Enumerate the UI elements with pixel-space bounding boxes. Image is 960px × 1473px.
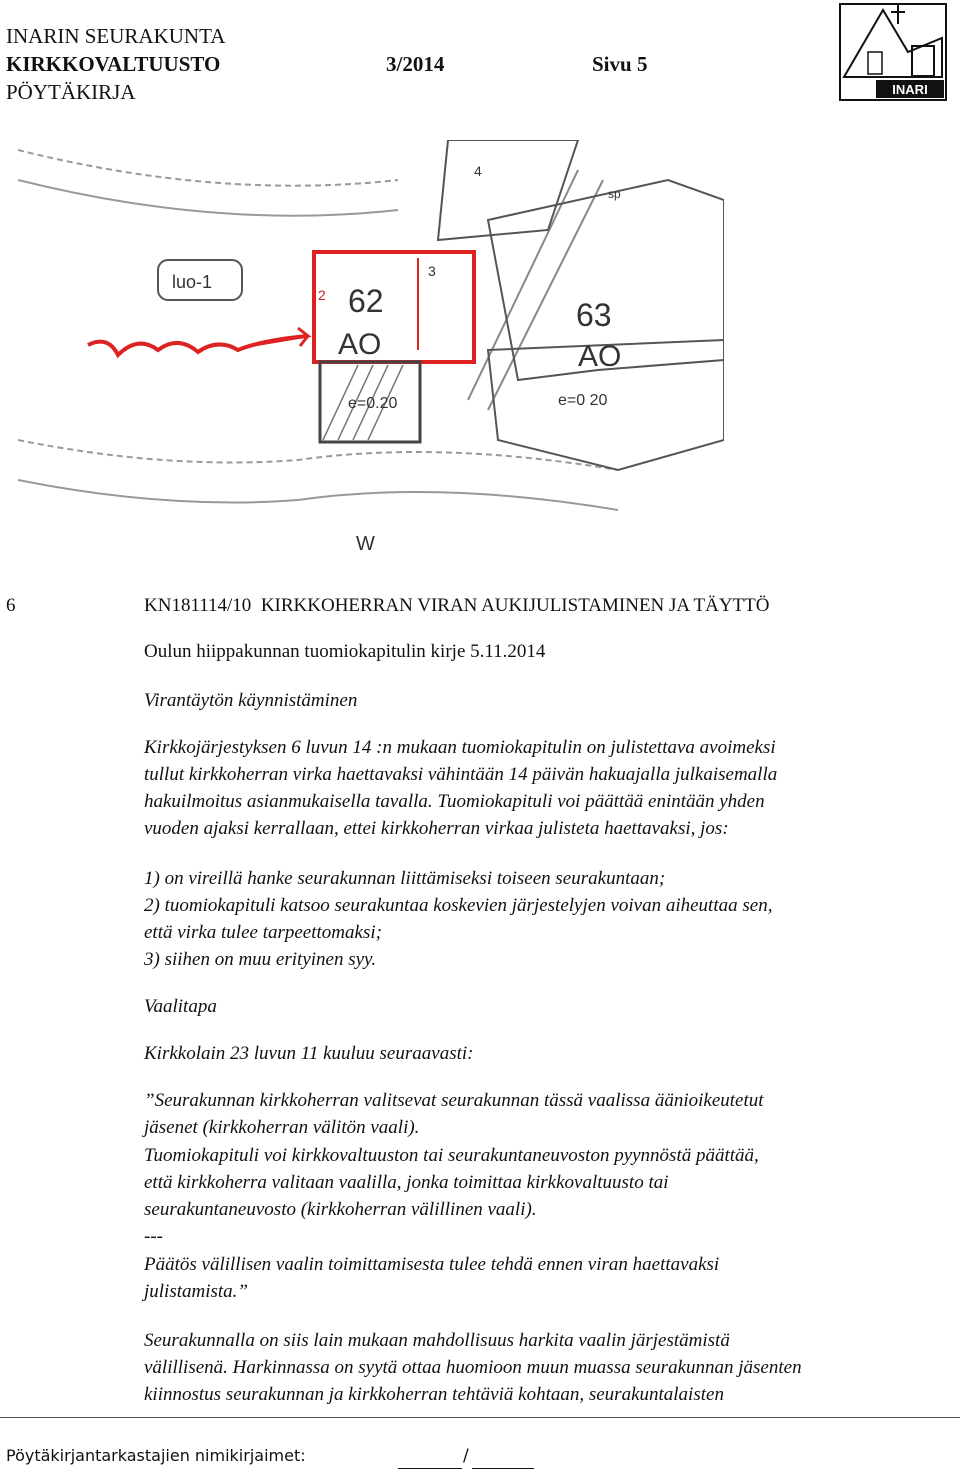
map-label: 4 xyxy=(474,163,482,179)
text-line: tullut kirkkoherran virka haettavaksi vähintään 14 päivän hakuajalla julkaisemalla xyxy=(144,764,778,785)
text-line: välillisenä. Harkinnassa on syytä ottaa huomioon muun muassa seurakunnan jäsenten xyxy=(144,1357,802,1378)
footer-divider xyxy=(0,1417,960,1418)
text-line: vuoden ajaksi kerrallaan, ettei kirkkoherran virkaa julisteta haettavaksi, jos: xyxy=(144,818,729,839)
map-label: sp xyxy=(608,187,621,201)
list-item: 2) tuomiokapituli katsoo seurakuntaa koskevien järjestelyjen voivan aiheuttaa sen, xyxy=(144,895,773,916)
quote-line: julistamista.” xyxy=(144,1281,248,1302)
header-page: Sivu 5 xyxy=(592,52,648,76)
header-body-name: KIRKKOVALTUUSTO xyxy=(6,52,221,76)
map-label: 63 xyxy=(576,297,612,333)
header-issue: 3/2014 xyxy=(386,52,445,76)
quote-line: --- xyxy=(144,1226,163,1247)
signature-line-1[interactable] xyxy=(398,1468,462,1469)
footer-slash: / xyxy=(463,1446,469,1466)
map-label: AO xyxy=(338,328,382,361)
signature-line-2[interactable] xyxy=(472,1468,534,1469)
quote-line: ”Seurakunnan kirkkoherran valitsevat seurakunnan tässä vaalissa äänioikeutetut xyxy=(144,1090,764,1111)
map-label: luo-1 xyxy=(172,272,213,292)
map-label: e=0.20 xyxy=(348,395,398,412)
text-line: Kirkkojärjestyksen 6 luvun 14 :n mukaan tuomiokapitulin on julistettava avoimeksi xyxy=(144,737,776,758)
subheading-vaalitapa: Vaalitapa xyxy=(144,996,217,1017)
quote-line: seurakuntaneuvosto (kirkkoherran välillinen vaali). xyxy=(144,1199,537,1220)
quote-line: että kirkkoherra valitaan vaalilla, jonka toimittaa kirkkovaltuusto tai xyxy=(144,1172,669,1193)
map-label: W xyxy=(356,533,375,552)
header-doc-type: PÖYTÄKIRJA xyxy=(6,80,136,104)
text-line: kiinnostus seurakunnan ja kirkkoherran tehtäviä kohtaan, seurakuntalaisten xyxy=(144,1384,724,1405)
text-line: hakuilmoitus asianmukaisella tavalla. Tuomiokapituli voi päättää enintään yhden xyxy=(144,791,765,812)
text-line: Seurakunnalla on siis lain mukaan mahdollisuus harkita vaalin järjestämistä xyxy=(144,1330,730,1351)
quote-line: jäsenet (kirkkoherran välitön vaali). xyxy=(144,1117,420,1138)
header-org: INARIN SEURAKUNTA xyxy=(6,24,226,48)
church-logo-icon xyxy=(838,2,948,102)
subheading-virantaytto: Virantäytön käynnistäminen xyxy=(144,690,358,711)
logo-text: INARI xyxy=(892,82,928,97)
footer-signature-label: Pöytäkirjantarkastajien nimikirjaimet: xyxy=(6,1446,306,1465)
list-item: 3) siihen on muu erityinen syy. xyxy=(144,949,377,970)
zoning-map-image xyxy=(18,140,724,552)
list-item: 1) on vireillä hanke seurakunnan liittämiseksi toiseen seurakuntaan; xyxy=(144,868,666,889)
section-code: KN181114/10 xyxy=(144,595,252,616)
map-label: 62 xyxy=(348,283,384,319)
law-reference: Kirkkolain 23 luvun 11 kuuluu seuraavasti: xyxy=(144,1043,474,1064)
map-label: 3 xyxy=(428,263,436,279)
section-title xyxy=(144,595,769,617)
section-reference: Oulun hiippakunnan tuomiokapitulin kirje 5.11.2014 xyxy=(144,641,546,662)
map-label: AO xyxy=(578,340,622,373)
section-heading: KIRKKOHERRAN VIRAN AUKIJULISTAMINEN JA TÄYTTÖ xyxy=(260,595,770,616)
list-item: että virka tulee tarpeettomaksi; xyxy=(144,922,382,943)
quote-line: Tuomiokapituli voi kirkkovaltuuston tai seurakuntaneuvoston pyynnöstä päättää, xyxy=(144,1145,759,1166)
quote-line: Päätös välillisen vaalin toimittamisesta tulee tehdä ennen viran haettavaksi xyxy=(144,1254,720,1275)
section-number: 6 xyxy=(6,595,16,616)
map-label: e=0 20 xyxy=(558,392,608,409)
map-label: 2 xyxy=(318,287,326,303)
